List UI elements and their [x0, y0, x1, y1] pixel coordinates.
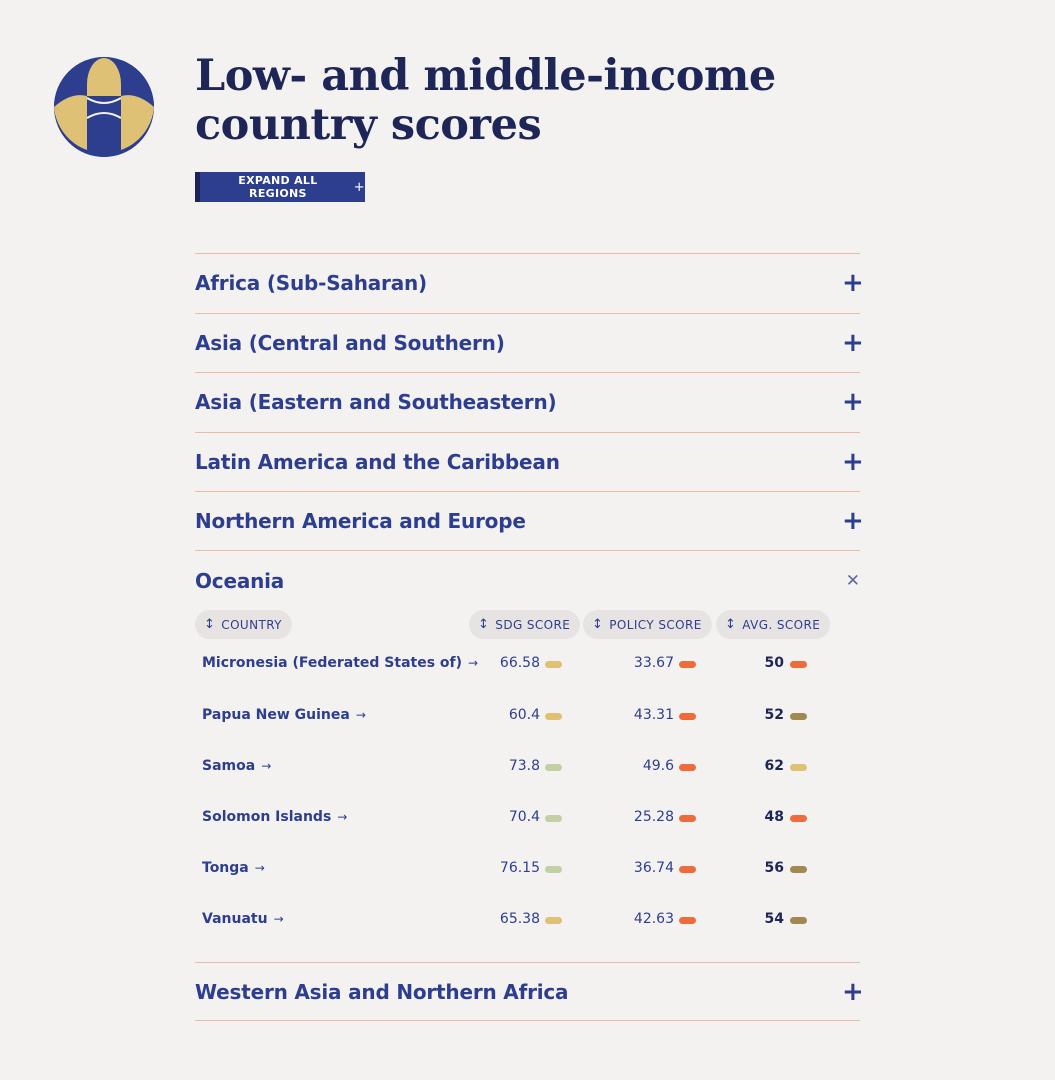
- country-link[interactable]: [202, 655, 478, 671]
- arrow-right-icon: →: [273, 912, 284, 926]
- expand-plus-icon[interactable]: +: [842, 506, 864, 536]
- sdg-score-value: 76.15: [499, 860, 540, 876]
- sort-arrows-icon: ↕: [725, 617, 737, 632]
- arrow-right-icon: →: [261, 759, 272, 773]
- avg-score-bar: [790, 866, 807, 873]
- sdg-score-value: 60.4: [508, 707, 540, 723]
- avg-score-value: 56: [764, 860, 784, 876]
- region-label: Asia (Central and Southern): [195, 331, 505, 355]
- policy-score-bar: [679, 917, 696, 924]
- region-label: Latin America and the Caribbean: [195, 450, 560, 474]
- avg-score-bar: [790, 661, 807, 668]
- title-line-2: country scores: [195, 100, 542, 150]
- policy-score-bar: [679, 764, 696, 771]
- arrow-right-icon: →: [468, 656, 479, 670]
- sdg-score-bar: [545, 917, 562, 924]
- sdg-score-value: 66.58: [499, 655, 540, 671]
- country-name: Papua New Guinea: [202, 707, 350, 723]
- sort-country-button[interactable]: [195, 610, 292, 639]
- expand-plus-icon[interactable]: +: [842, 268, 864, 298]
- avg-score-value: 54: [764, 911, 784, 927]
- region-western-asia-northern-africa[interactable]: [195, 962, 864, 1021]
- country-link[interactable]: [202, 860, 265, 876]
- sort-policy-score-button[interactable]: [583, 610, 712, 639]
- region-latin-america-caribbean[interactable]: [195, 432, 864, 491]
- column-header-avg-score: AVG. SCORE: [742, 617, 821, 632]
- policy-score-value: 25.28: [633, 809, 674, 825]
- region-africa-sub-saharan[interactable]: [195, 253, 864, 312]
- page-title: [195, 52, 776, 150]
- sdg-score-bar: [545, 764, 562, 771]
- sdg-score-bar: [545, 661, 562, 668]
- country-name: Solomon Islands: [202, 809, 332, 825]
- country-name: Samoa: [202, 758, 256, 774]
- sort-avg-score-button[interactable]: [716, 610, 830, 639]
- avg-score-value: 62: [764, 758, 784, 774]
- expand-plus-icon[interactable]: +: [842, 387, 864, 417]
- column-header-sdg-score: SDG SCORE: [495, 617, 571, 632]
- avg-score-value: 48: [764, 809, 784, 825]
- country-name: Tonga: [202, 860, 249, 876]
- sdg-score-value: 70.4: [508, 809, 540, 825]
- table-row: [202, 758, 842, 778]
- table-row: [202, 809, 842, 829]
- sdg-score-value: 73.8: [508, 758, 540, 774]
- sort-arrows-icon: ↕: [478, 617, 490, 632]
- policy-score-value: 42.63: [633, 911, 674, 927]
- avg-score-bar: [790, 815, 807, 822]
- table-row: [202, 655, 842, 675]
- expand-plus-icon[interactable]: +: [842, 447, 864, 477]
- policy-score-bar: [679, 713, 696, 720]
- policy-score-value: 33.67: [633, 655, 674, 671]
- region-asia-central-southern[interactable]: [195, 313, 864, 372]
- title-line-1: Low- and middle-income: [195, 51, 776, 101]
- table-row: [202, 911, 842, 931]
- policy-score-value: 43.31: [633, 707, 674, 723]
- country-link[interactable]: [202, 809, 347, 825]
- avg-score-value: 52: [764, 707, 784, 723]
- country-name: Vanuatu: [202, 911, 268, 927]
- policy-score-value: 49.6: [642, 758, 674, 774]
- column-header-country: COUNTRY: [221, 617, 282, 632]
- sdg-score-bar: [545, 713, 562, 720]
- country-link[interactable]: [202, 911, 284, 927]
- region-label: Asia (Eastern and Southeastern): [195, 390, 557, 414]
- policy-score-bar: [679, 866, 696, 873]
- sort-arrows-icon: ↕: [592, 617, 604, 632]
- region-label: Oceania: [195, 569, 285, 593]
- expand-all-regions-label: EXPAND ALL REGIONS: [238, 174, 318, 200]
- arrow-right-icon: →: [337, 810, 348, 824]
- region-oceania[interactable]: [195, 550, 860, 611]
- column-header-policy-score: POLICY SCORE: [609, 617, 702, 632]
- policy-score-value: 36.74: [633, 860, 674, 876]
- policy-score-bar: [679, 815, 696, 822]
- country-link[interactable]: [202, 707, 366, 723]
- collapse-close-icon[interactable]: ✕: [845, 571, 860, 591]
- table-row: [202, 860, 842, 880]
- avg-score-value: 50: [764, 655, 784, 671]
- region-label: Western Asia and Northern Africa: [195, 979, 569, 1004]
- plus-icon: +: [353, 179, 365, 195]
- region-label: Africa (Sub-Saharan): [195, 271, 427, 295]
- avg-score-bar: [790, 917, 807, 924]
- avg-score-bar: [790, 713, 807, 720]
- sdg-score-bar: [545, 866, 562, 873]
- avg-score-bar: [790, 764, 807, 771]
- sort-arrows-icon: ↕: [204, 617, 216, 632]
- arrow-right-icon: →: [355, 708, 366, 722]
- logo: [51, 56, 157, 158]
- arrow-right-icon: →: [254, 861, 265, 875]
- policy-score-bar: [679, 661, 696, 668]
- expand-plus-icon[interactable]: +: [842, 328, 864, 358]
- sdg-score-value: 65.38: [499, 911, 540, 927]
- region-label: Northern America and Europe: [195, 509, 526, 533]
- sdg-score-bar: [545, 815, 562, 822]
- sort-sdg-score-button[interactable]: [469, 610, 580, 639]
- region-asia-eastern-southeastern[interactable]: [195, 372, 864, 431]
- country-link[interactable]: [202, 758, 271, 774]
- table-row: [202, 707, 842, 727]
- expand-all-regions-button[interactable]: [195, 172, 365, 202]
- expand-plus-icon[interactable]: +: [842, 976, 864, 1007]
- country-name: Micronesia (Federated States of): [202, 655, 463, 671]
- region-northern-america-europe[interactable]: [195, 491, 864, 550]
